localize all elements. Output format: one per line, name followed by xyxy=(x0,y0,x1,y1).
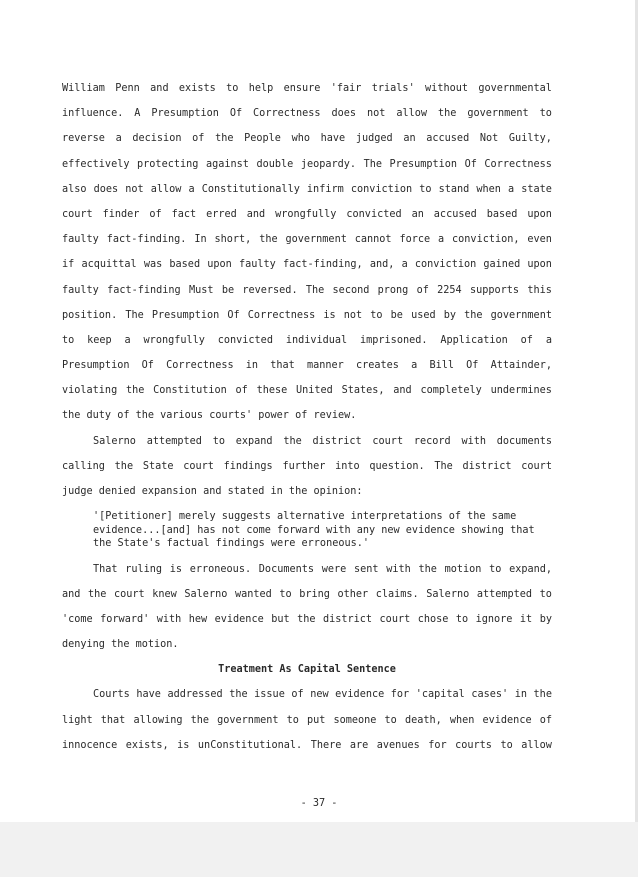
word: a xyxy=(545,334,552,346)
word: ignore xyxy=(475,614,513,626)
word: is xyxy=(169,563,183,575)
word: to xyxy=(212,435,225,447)
word: with xyxy=(461,435,486,447)
word: when xyxy=(476,183,501,195)
word: The xyxy=(434,460,453,472)
word: claims. xyxy=(375,588,419,600)
word: when xyxy=(449,714,475,726)
word: issue xyxy=(254,689,285,701)
word: 'capital xyxy=(415,689,465,701)
word: Bill xyxy=(429,360,454,372)
word: in xyxy=(514,689,527,701)
word: the xyxy=(533,689,552,701)
text-line xyxy=(62,682,552,707)
word: forward' xyxy=(100,614,150,626)
word: decision xyxy=(132,133,182,145)
word: based xyxy=(169,259,201,271)
word: second xyxy=(332,284,370,296)
word: State xyxy=(142,460,174,472)
word: government xyxy=(490,309,552,321)
word: of xyxy=(416,284,429,296)
word: accused xyxy=(433,208,477,220)
word: to xyxy=(539,588,552,600)
word: court xyxy=(379,614,411,626)
scan-bottom-margin xyxy=(0,822,638,877)
word: Of xyxy=(141,360,154,372)
word: avenues xyxy=(376,739,420,751)
word: with xyxy=(386,563,411,575)
word: not xyxy=(125,183,144,195)
word: fact xyxy=(171,208,197,220)
word: is xyxy=(177,739,190,751)
word: to xyxy=(500,739,513,751)
word: Courts xyxy=(93,689,130,701)
word: finder xyxy=(102,208,140,220)
word: the xyxy=(125,385,145,397)
word: the xyxy=(437,108,457,120)
word: light xyxy=(62,714,93,726)
word: violating xyxy=(62,385,118,397)
text-line xyxy=(62,202,552,227)
word: and xyxy=(246,208,266,220)
word: cases' xyxy=(471,689,509,701)
word: The xyxy=(125,309,144,321)
word: district xyxy=(462,460,512,472)
text-line: denying the motion. xyxy=(62,639,179,651)
word: court xyxy=(521,460,552,472)
word: government xyxy=(217,714,279,726)
word: of xyxy=(235,385,248,397)
word: does xyxy=(93,183,119,195)
word: without xyxy=(425,83,468,94)
word: the xyxy=(464,309,483,321)
word: influence. xyxy=(62,108,124,120)
text-line xyxy=(62,454,552,479)
section-heading: Treatment As Capital Sentence xyxy=(218,664,396,676)
word: put xyxy=(306,714,326,726)
word: expand xyxy=(235,435,273,447)
word: even xyxy=(527,234,552,246)
word: acquittal xyxy=(81,259,137,271)
word: evidence xyxy=(335,689,385,701)
word: short, xyxy=(214,234,252,246)
word: the xyxy=(215,133,234,145)
word: reversed. xyxy=(242,284,298,296)
text-line xyxy=(62,303,552,328)
word: that xyxy=(100,714,126,726)
word: attempted xyxy=(146,435,202,447)
word: chose xyxy=(417,614,449,626)
word: district xyxy=(312,435,362,447)
word: Guilty, xyxy=(508,133,552,145)
word: double xyxy=(256,158,294,170)
word: Of xyxy=(229,108,243,120)
text-line xyxy=(62,152,552,177)
word: to xyxy=(286,714,299,726)
word: exists, xyxy=(125,739,169,751)
text-line xyxy=(62,76,552,101)
word: allow xyxy=(150,183,182,195)
word: In xyxy=(194,234,207,246)
word: to xyxy=(419,183,432,195)
word: an xyxy=(411,208,424,220)
word: undermines xyxy=(490,385,552,397)
word: 2254 xyxy=(437,284,462,296)
word: of xyxy=(520,334,533,346)
word: judged xyxy=(355,133,393,145)
word: addressed xyxy=(167,689,223,701)
text-line xyxy=(62,328,552,353)
word: is xyxy=(323,309,336,321)
word: knew xyxy=(152,588,177,600)
word: of xyxy=(539,714,552,726)
word: but xyxy=(271,614,290,626)
word: erroneous. xyxy=(189,563,252,575)
word: the xyxy=(88,588,107,600)
word: Correctness xyxy=(166,360,234,372)
word: Salerno xyxy=(184,588,228,600)
word: state xyxy=(521,183,552,195)
paragraph-3 xyxy=(62,557,552,658)
text-line: judge denied expansion and stated in the opinion: xyxy=(62,486,363,497)
word: Presumption xyxy=(151,108,219,120)
word: based xyxy=(486,208,518,220)
word: allowing xyxy=(133,714,183,726)
word: accused xyxy=(426,133,470,145)
word: allow xyxy=(396,108,427,120)
word: expand, xyxy=(509,563,552,575)
word: Must xyxy=(188,284,214,296)
word: supports xyxy=(469,284,520,296)
word: bring xyxy=(299,588,330,600)
word: government xyxy=(285,234,347,246)
word: documents xyxy=(496,435,552,447)
word: the xyxy=(283,435,302,447)
word: Of xyxy=(464,158,477,170)
word: Presumption xyxy=(389,158,458,170)
word: a xyxy=(438,234,445,246)
word: ruling xyxy=(125,563,163,575)
word: death, xyxy=(404,714,442,726)
text-line xyxy=(62,126,552,151)
word: People xyxy=(244,133,281,145)
word: attempted xyxy=(476,588,533,600)
word: fact-finding. xyxy=(106,234,187,246)
word: gained xyxy=(483,259,521,271)
word: was xyxy=(143,259,163,271)
word: a xyxy=(507,183,515,195)
word: Constitutionally xyxy=(201,183,300,195)
word: also xyxy=(62,183,87,195)
word: States, xyxy=(341,385,385,397)
word: William xyxy=(62,83,105,94)
word: conviction xyxy=(414,259,477,271)
text-line xyxy=(62,708,552,733)
word: and xyxy=(150,83,169,94)
word: for xyxy=(428,739,447,751)
word: not xyxy=(366,108,386,120)
word: help xyxy=(248,83,274,94)
word: to xyxy=(370,309,383,321)
word: the xyxy=(259,234,278,246)
word: exists xyxy=(178,83,216,94)
word: Correctness xyxy=(247,309,316,321)
word: of xyxy=(149,208,162,220)
word: to xyxy=(279,588,292,600)
word: have xyxy=(320,133,346,145)
page-number: - 37 - xyxy=(300,798,338,809)
text-line xyxy=(62,429,552,454)
word: are xyxy=(349,739,369,751)
word: faulty xyxy=(238,259,276,271)
word: be xyxy=(390,309,403,321)
word: a xyxy=(115,133,122,145)
word: other xyxy=(337,588,369,600)
word: Of xyxy=(466,360,479,372)
word: That xyxy=(93,563,118,575)
word: the xyxy=(114,460,134,472)
word: Correctness xyxy=(253,108,321,120)
word: court xyxy=(114,588,145,600)
word: of xyxy=(291,689,304,701)
word: erred xyxy=(206,208,237,220)
text-line xyxy=(62,378,552,403)
word: court xyxy=(183,460,214,472)
word: and, xyxy=(369,259,395,271)
word: into xyxy=(335,460,360,472)
word: faulty xyxy=(62,284,99,296)
word: Documents xyxy=(258,563,314,575)
word: ensure xyxy=(283,83,321,94)
text-line xyxy=(62,582,552,607)
text-line xyxy=(62,607,552,632)
word: by xyxy=(443,309,456,321)
text-line xyxy=(62,733,552,758)
word: force xyxy=(399,234,431,246)
word: protecting xyxy=(137,158,199,170)
word: to xyxy=(489,563,502,575)
word: a xyxy=(401,259,408,271)
word: to xyxy=(226,83,239,94)
quote-line: '[Petitioner] merely suggests alternative interpretations of the same xyxy=(93,511,517,523)
word: question. xyxy=(369,460,425,472)
word: with xyxy=(156,614,182,626)
text-line xyxy=(62,353,552,378)
word: imprisoned. xyxy=(360,334,428,346)
word: wrongfully xyxy=(143,334,205,346)
text-line xyxy=(62,227,552,252)
word: creates xyxy=(355,360,399,372)
word: upon xyxy=(207,259,232,271)
word: to xyxy=(455,614,469,626)
word: The xyxy=(363,158,382,170)
text-line xyxy=(62,252,552,277)
word: be xyxy=(221,284,235,296)
word: a xyxy=(411,360,418,372)
word: upon xyxy=(527,208,552,220)
word: of xyxy=(192,133,205,145)
word: an xyxy=(403,133,416,145)
word: used xyxy=(411,309,436,321)
word: these xyxy=(256,385,288,397)
word: wanted xyxy=(234,588,272,600)
word: keep xyxy=(87,334,112,346)
word: findings xyxy=(223,460,273,472)
word: cannot xyxy=(354,234,392,246)
word: calling xyxy=(62,460,105,472)
word: in xyxy=(245,360,259,372)
word: someone xyxy=(333,714,377,726)
word: sent xyxy=(353,563,379,575)
word: reverse xyxy=(62,133,105,145)
paragraph-4 xyxy=(62,682,552,758)
word: governmental xyxy=(478,83,552,94)
word: courts xyxy=(455,739,492,751)
word: 'fair xyxy=(330,83,362,94)
word: United xyxy=(296,385,333,397)
word: the xyxy=(229,689,248,701)
word: prong xyxy=(377,284,409,296)
word: further xyxy=(282,460,326,472)
word: new xyxy=(310,689,329,701)
word: were xyxy=(321,563,347,575)
paragraph-1 xyxy=(62,76,552,429)
word: for xyxy=(390,689,410,701)
word: A xyxy=(134,108,141,120)
word: to xyxy=(62,334,75,346)
word: Not xyxy=(479,133,499,145)
word: convicted xyxy=(346,208,402,220)
word: government xyxy=(467,108,529,120)
word: Constitution xyxy=(153,385,227,397)
word: a xyxy=(188,183,195,195)
word: the xyxy=(190,714,210,726)
word: completely xyxy=(420,385,482,397)
block-quote xyxy=(93,510,553,551)
word: Penn xyxy=(115,83,140,94)
word: position. xyxy=(62,309,118,321)
word: record xyxy=(413,435,451,447)
word: Correctness xyxy=(484,158,552,170)
word: the xyxy=(418,563,437,575)
word: infirm xyxy=(306,183,344,195)
word: against xyxy=(205,158,249,170)
quote-line: evidence...[and] has not come forward with any new evidence showing that xyxy=(93,524,535,536)
word: conviction xyxy=(350,183,413,195)
word: the xyxy=(297,614,316,626)
word: trials' xyxy=(371,83,415,94)
word: conviction, xyxy=(452,234,520,246)
word: Attainder, xyxy=(490,360,552,372)
word: stand xyxy=(438,183,470,195)
word: evidence xyxy=(482,714,532,726)
word: There xyxy=(310,739,342,751)
quote-line: the State's factual findings were erroneous.' xyxy=(93,538,370,550)
word: evidence xyxy=(214,614,264,626)
word: court xyxy=(372,435,404,447)
word: have xyxy=(136,689,161,701)
word: Of xyxy=(227,309,240,321)
word: this xyxy=(527,284,552,296)
text-line xyxy=(62,101,552,126)
word: who xyxy=(291,133,310,145)
word: fact-finding, xyxy=(282,259,363,271)
word: that xyxy=(270,360,295,372)
word: and xyxy=(62,588,81,600)
word: it xyxy=(519,614,533,626)
word: to xyxy=(539,108,552,120)
word: 'come xyxy=(62,614,93,626)
word: individual xyxy=(285,334,348,346)
word: convicted xyxy=(217,334,273,346)
word: unConstitutional. xyxy=(197,739,303,751)
text-line: the duty of the various courts' power of review. xyxy=(62,410,357,422)
word: and xyxy=(393,385,412,397)
word: not xyxy=(343,309,363,321)
word: district xyxy=(322,614,373,626)
word: faulty xyxy=(62,234,99,246)
word: The xyxy=(305,284,325,296)
word: jeopardy. xyxy=(300,158,357,170)
text-line xyxy=(62,278,552,303)
word: to xyxy=(384,714,397,726)
paragraph-2 xyxy=(62,429,552,505)
word: Application xyxy=(440,334,508,346)
word: Presumption xyxy=(151,309,220,321)
word: fact-finding xyxy=(107,284,181,296)
word: court xyxy=(62,208,93,220)
word: wrongfully xyxy=(275,208,337,220)
text-line xyxy=(62,177,552,202)
word: upon xyxy=(527,259,552,271)
word: hew xyxy=(188,614,208,626)
word: motion xyxy=(444,563,482,575)
document-body xyxy=(62,76,552,758)
word: Salerno xyxy=(426,588,470,600)
text-line xyxy=(62,557,552,582)
word: effectively xyxy=(62,158,130,170)
word: innocence xyxy=(62,739,118,751)
word: allow xyxy=(521,739,552,751)
word: Salerno xyxy=(93,435,136,447)
word: a xyxy=(124,334,131,346)
word: manner xyxy=(306,360,344,372)
word: by xyxy=(539,614,552,626)
word: if xyxy=(62,259,75,271)
word: Presumption xyxy=(62,360,130,372)
word: does xyxy=(331,108,357,120)
